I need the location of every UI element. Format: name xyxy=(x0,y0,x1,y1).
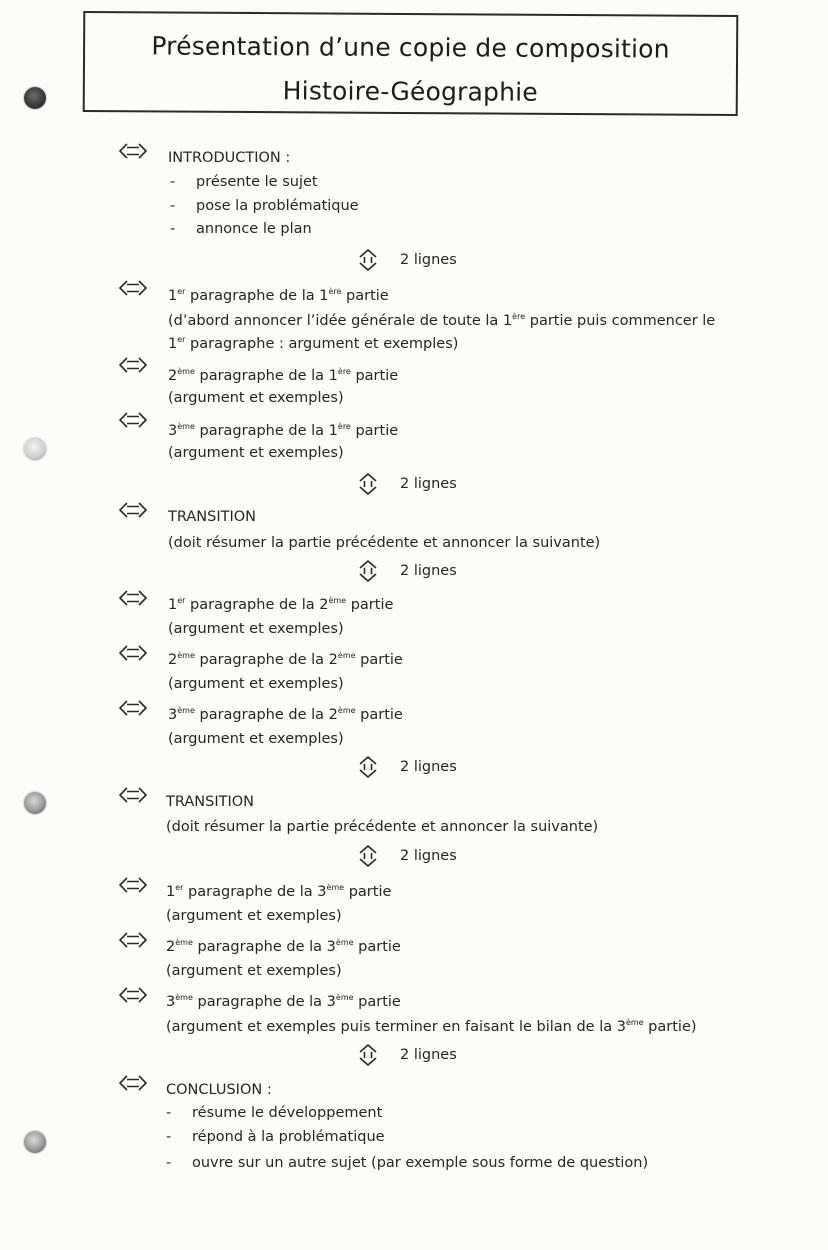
paragraph-note: (argument et exemples) xyxy=(166,963,342,979)
page-subtitle: Histoire-Géographie xyxy=(282,76,539,107)
up-down-double-arrow-icon xyxy=(356,560,380,582)
transition-note: (doit résumer la partie précédente et annoncer la suivante) xyxy=(168,535,601,551)
list-item: - pose la problématique xyxy=(170,198,359,214)
up-down-double-arrow-icon xyxy=(356,1044,380,1066)
left-right-double-arrow-icon xyxy=(118,279,148,297)
conclusion-heading: CONCLUSION : xyxy=(166,1082,272,1098)
paragraph-note: (argument et exemples) xyxy=(168,621,344,637)
list-item: - présente le sujet xyxy=(170,174,318,190)
binder-hole xyxy=(24,87,46,109)
intro-heading: INTRODUCTION : xyxy=(168,150,291,166)
left-right-double-arrow-icon xyxy=(118,142,148,160)
page-title: Présentation d’une copie de composition xyxy=(151,31,670,64)
separator: 2 lignes xyxy=(356,1044,457,1066)
binder-hole xyxy=(24,792,46,814)
left-right-double-arrow-icon xyxy=(118,931,148,949)
paragraph-note: (argument et exemples) xyxy=(168,731,344,747)
binder-hole xyxy=(24,438,46,460)
left-right-double-arrow-icon xyxy=(118,699,148,717)
up-down-double-arrow-icon xyxy=(356,473,380,495)
paragraph-note: (argument et exemples) xyxy=(166,908,342,924)
paragraph-heading: 3ème paragraphe de la 1ère partie xyxy=(168,422,399,439)
list-item: - répond à la problématique xyxy=(166,1129,385,1145)
up-down-double-arrow-icon xyxy=(356,845,380,867)
list-item: - résume le développement xyxy=(166,1105,383,1121)
paragraph-heading: 2ème paragraphe de la 2ème partie xyxy=(168,651,403,668)
left-right-double-arrow-icon xyxy=(118,589,148,607)
binder-hole xyxy=(24,1131,46,1153)
paragraph-heading: 3ème paragraphe de la 3ème partie xyxy=(166,993,401,1010)
separator: 2 lignes xyxy=(356,560,457,582)
paragraph-note: 1er paragraphe : argument et exemples) xyxy=(168,335,459,352)
up-down-double-arrow-icon xyxy=(356,249,380,271)
paragraph-note: (argument et exemples) xyxy=(168,445,344,461)
paragraph-note: (argument et exemples) xyxy=(168,390,344,406)
paragraph-note: (argument et exemples) xyxy=(168,676,344,692)
paragraph-heading: 1er paragraphe de la 3ème partie xyxy=(166,883,392,900)
separator: 2 lignes xyxy=(356,756,457,778)
left-right-double-arrow-icon xyxy=(118,501,148,519)
paragraph-heading: 1er paragraphe de la 1ère partie xyxy=(168,287,389,304)
left-right-double-arrow-icon xyxy=(118,876,148,894)
separator: 2 lignes xyxy=(356,249,457,271)
paragraph-heading: 1er paragraphe de la 2ème partie xyxy=(168,596,394,613)
list-item: - annonce le plan xyxy=(170,221,312,237)
separator: 2 lignes xyxy=(356,473,457,495)
up-down-double-arrow-icon xyxy=(356,756,380,778)
transition-note: (doit résumer la partie précédente et annoncer la suivante) xyxy=(166,819,599,835)
left-right-double-arrow-icon xyxy=(118,786,148,804)
paragraph-heading: 2ème paragraphe de la 3ème partie xyxy=(166,938,401,955)
paragraph-heading: 3ème paragraphe de la 2ème partie xyxy=(168,706,403,723)
title-box xyxy=(83,11,739,116)
paragraph-note: (d’abord annoncer l’idée générale de toute la 1ère partie puis commencer le xyxy=(168,312,716,329)
left-right-double-arrow-icon xyxy=(118,986,148,1004)
left-right-double-arrow-icon xyxy=(118,356,148,374)
left-right-double-arrow-icon xyxy=(118,411,148,429)
paragraph-heading: 2ème paragraphe de la 1ère partie xyxy=(168,367,399,384)
separator: 2 lignes xyxy=(356,845,457,867)
left-right-double-arrow-icon xyxy=(118,1074,148,1092)
left-right-double-arrow-icon xyxy=(118,644,148,662)
list-item: - ouvre sur un autre sujet (par exemple sous forme de question) xyxy=(166,1155,649,1171)
transition-heading: TRANSITION xyxy=(168,509,256,525)
paragraph-note: (argument et exemples puis terminer en faisant le bilan de la 3ème partie) xyxy=(166,1018,697,1035)
transition-heading: TRANSITION xyxy=(166,794,254,810)
